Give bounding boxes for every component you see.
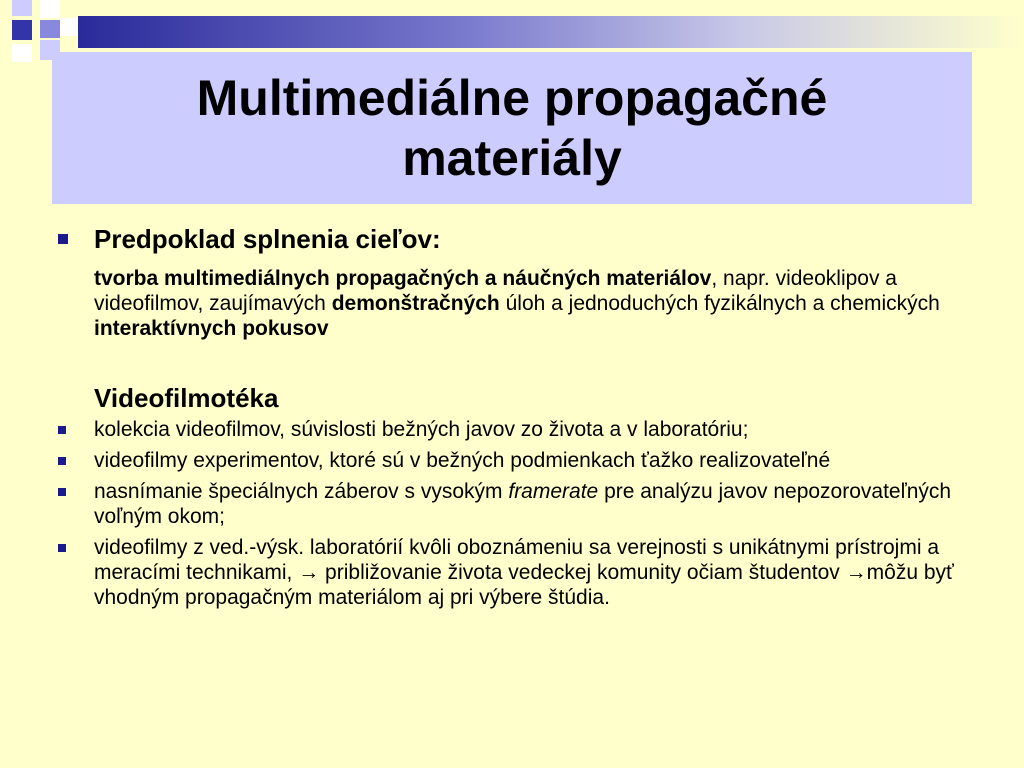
decor-square xyxy=(40,0,60,18)
list-item-text: kolekcia videofilmov, súvislosti bežných javov zo života a v laboratóriu; xyxy=(94,418,749,441)
slide-content xyxy=(56,222,1006,610)
decor-square xyxy=(40,20,60,38)
list-item-text xyxy=(94,480,951,528)
square-bullet-icon xyxy=(58,488,66,496)
header-gradient-bar xyxy=(78,16,1024,48)
title-box xyxy=(52,52,972,204)
slide-title: Multimediálne propagačné materiály xyxy=(196,70,828,186)
paragraph-text: , napr. videoklipov a videofilmov, zaujímavých xyxy=(94,267,897,315)
paragraph-bold-text: demonštračných xyxy=(331,292,500,315)
decor-square xyxy=(12,0,32,16)
list-item-text: videofilmy experimentov, ktoré sú v bežných podmienkach ťažko realizovateľné xyxy=(94,449,831,472)
list-item xyxy=(56,448,1006,473)
paragraph-bold-text: interaktívnych pokusov xyxy=(94,317,329,340)
videofilmoteka-list xyxy=(56,417,1006,610)
paragraph-bold-text: tvorba multimediálnych propagačných a náučných materiálov xyxy=(94,267,712,290)
list-item-text-part: nasnímanie špeciálnych záberov s vysokým xyxy=(94,480,509,503)
goals-paragraph xyxy=(56,266,1006,341)
section-heading-goals xyxy=(56,222,1006,256)
list-item-italic-text: framerate xyxy=(508,480,599,503)
section-heading-videofilmoteka: Videofilmotéka xyxy=(94,383,279,413)
list-item-text: videofilmy z ved.-výsk. laboratórií kvôli oboznámeniu sa verejnosti s unikátnymi prístrojmi a meracími technikami, → približovanie života vedeckej komunity očiam študentov →môžu byť vhodným propagačným materiálom aj pri výbere štúdia. xyxy=(94,536,954,609)
list-item-text-part: pre analýzu javov nepozorovateľných voľným okom; xyxy=(94,480,952,528)
square-bullet-icon xyxy=(58,234,68,244)
decor-square xyxy=(60,18,78,36)
list-item xyxy=(56,417,1006,442)
square-bullet-icon xyxy=(58,426,66,434)
square-bullet-icon xyxy=(58,544,66,552)
list-item xyxy=(56,535,1006,610)
paragraph-text: úloh a jednoduchých fyzikálnych a chemických xyxy=(499,292,940,315)
section-heading-text: Predpoklad splnenia cieľov: xyxy=(94,224,441,254)
square-bullet-icon xyxy=(58,457,66,465)
decor-square xyxy=(12,44,32,62)
decor-square xyxy=(12,20,32,40)
list-item xyxy=(56,479,1006,529)
